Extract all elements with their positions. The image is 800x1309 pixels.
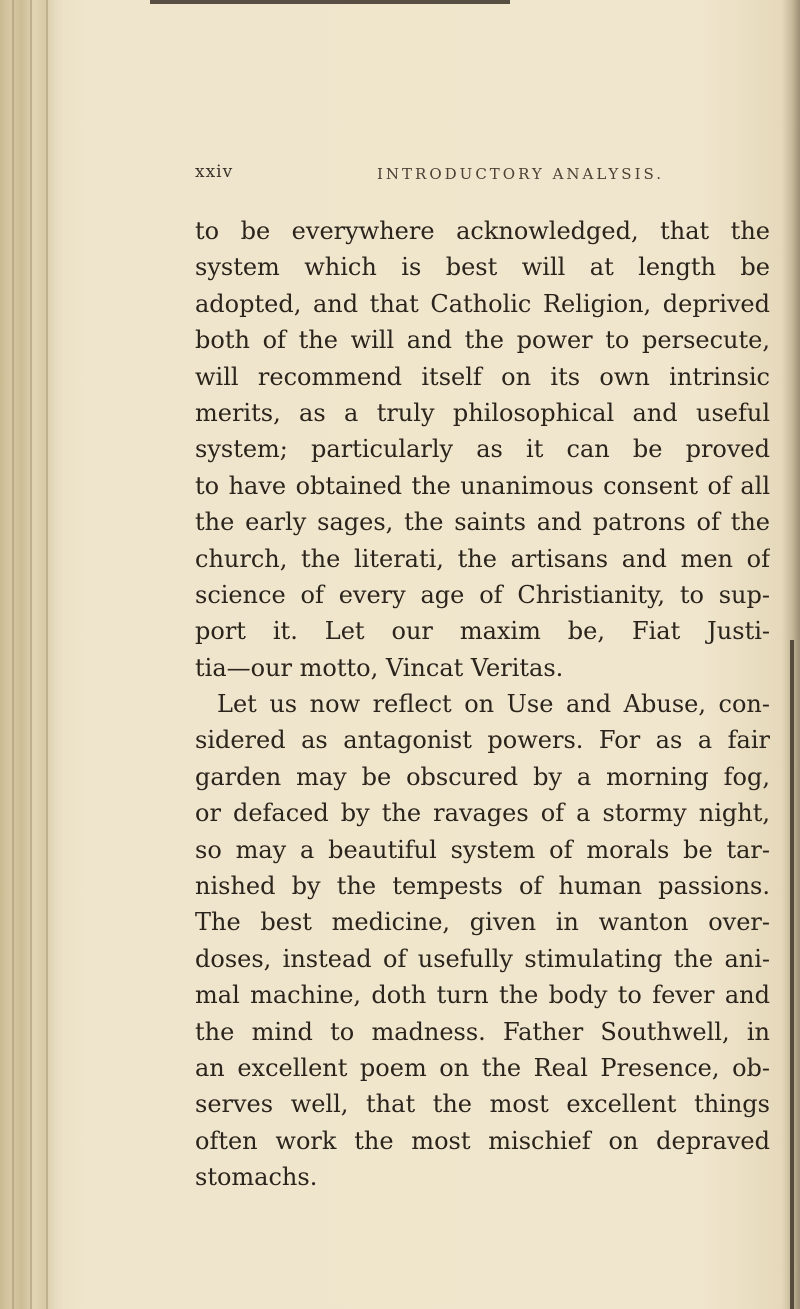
text-line: system; particularly as it can be proved <box>195 435 770 464</box>
text-line: merits, as a truly philosophical and useful <box>195 398 770 427</box>
text-line: garden may be obscured by a morning fog, <box>195 762 770 791</box>
running-head <box>195 160 755 190</box>
text-line: both of the will and the power to persecute, <box>195 326 770 355</box>
text-line: science of every age of Christianity, to sup- <box>195 580 770 609</box>
text-line: church, the literati, the artisans and men of <box>195 544 770 573</box>
text-line: serves well, that the most excellent things <box>195 1090 770 1119</box>
page-right-edge-shadow <box>790 640 794 1309</box>
binding-line <box>12 0 14 1309</box>
text-line: will recommend itself on its own intrinsic <box>195 362 770 391</box>
text-line: so may a beautiful system of morals be tar- <box>195 835 770 864</box>
text-line: adopted, and that Catholic Religion, deprived <box>195 289 770 318</box>
text-line: or defaced by the ravages of a stormy night, <box>195 799 770 828</box>
paragraph-start-line: Let us now reflect on Use and Abuse, con- <box>217 690 770 719</box>
text-line: nished by the tempests of human passions. <box>195 872 770 901</box>
text-line: system which is best will at length be <box>195 253 770 282</box>
text-line: often work the most mischief on depraved <box>195 1126 770 1155</box>
page-binding-edge <box>0 0 64 1309</box>
text-line: mal machine, doth turn the body to fever and <box>195 981 770 1010</box>
text-line: sidered as antagonist powers. For as a fair <box>195 726 770 755</box>
text-line: doses, instead of usefully stimulating the ani- <box>195 944 770 973</box>
header-title: INTRODUCTORY ANALYSIS. <box>377 165 665 183</box>
text-line: tia—our motto, Vincat Veritas. <box>195 653 564 682</box>
text-line: an excellent poem on the Real Presence, ob- <box>195 1053 770 1082</box>
binding-line <box>30 0 32 1309</box>
text-line: to be everywhere acknowledged, that the <box>195 217 770 245</box>
text-line: the early sages, the saints and patrons of the <box>195 508 770 537</box>
body-text <box>195 213 770 1196</box>
text-line: port it. Let our maxim be, Fiat Justi- <box>195 617 770 646</box>
top-rule <box>150 0 510 4</box>
binding-line <box>46 0 48 1309</box>
text-line: The best medicine, given in wanton over- <box>195 908 770 937</box>
text-line: to have obtained the unanimous consent of all <box>195 471 770 500</box>
text-line: the mind to madness. Father Southwell, in <box>195 1017 770 1046</box>
text-line: stomachs. <box>195 1163 318 1192</box>
page-number: xxiv <box>195 162 234 182</box>
